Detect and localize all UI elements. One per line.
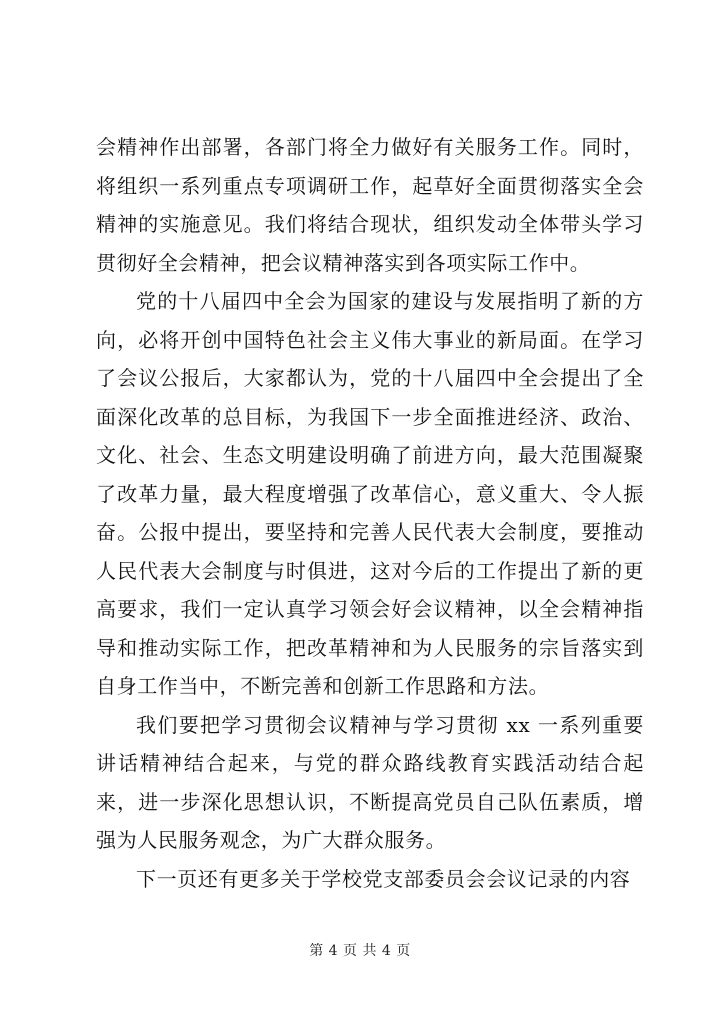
paragraph-study-combination: 我们要把学习贯彻会议精神与学习贯彻 xx 一系列重要讲话精神结合起来，与党的群众路线教育实践活动结合起来，进一步深化思想认识，不断提高党员自己队伍素质，增强为人民服务观念，为广大群众服务。 xyxy=(96,712,644,852)
paragraph-continuation: 会精神作出部署，各部门将全力做好有关服务工作。同时，将组织一系列重点专项调研工作，起草好全面贯彻落实全会精神的实施意见。我们将结合现状，组织发动全体带头学习贯彻好全会精神，把会议精神落实到各项实际工作中。 xyxy=(96,135,644,275)
paragraph-fourth-plenum: 党的十八届四中全会为国家的建设与发展指明了新的方向，必将开创中国特色社会主义伟大事业的新局面。在学习了会议公报后，大家都认为，党的十八届四中全会提出了全面深化改革的总目标，为我国下一步全面推进经济、政治、文化、社会、生态文明建设明确了前进方向，最大范围凝聚了改革力量，最大程度增强了改革信心，意义重大、令人振奋。公报中提出，要坚持和完善人民代表大会制度，要推动人民代表大会制度与时俱进，这对今后的工作提出了新的更高要求，我们一定认真学习领会好会议精神，以全会精神指导和推动实际工作，把改革精神和为人民服务的宗旨落实到自身工作当中，不断完善和创新工作思路和方法。 xyxy=(96,289,644,698)
paragraph-next-page-note: 下一页还有更多关于学校党支部委员会会议记录的内容 xyxy=(136,866,631,891)
document-body xyxy=(96,128,644,898)
page-number-footer: 第 4 页 共 4 页 xyxy=(309,943,411,959)
